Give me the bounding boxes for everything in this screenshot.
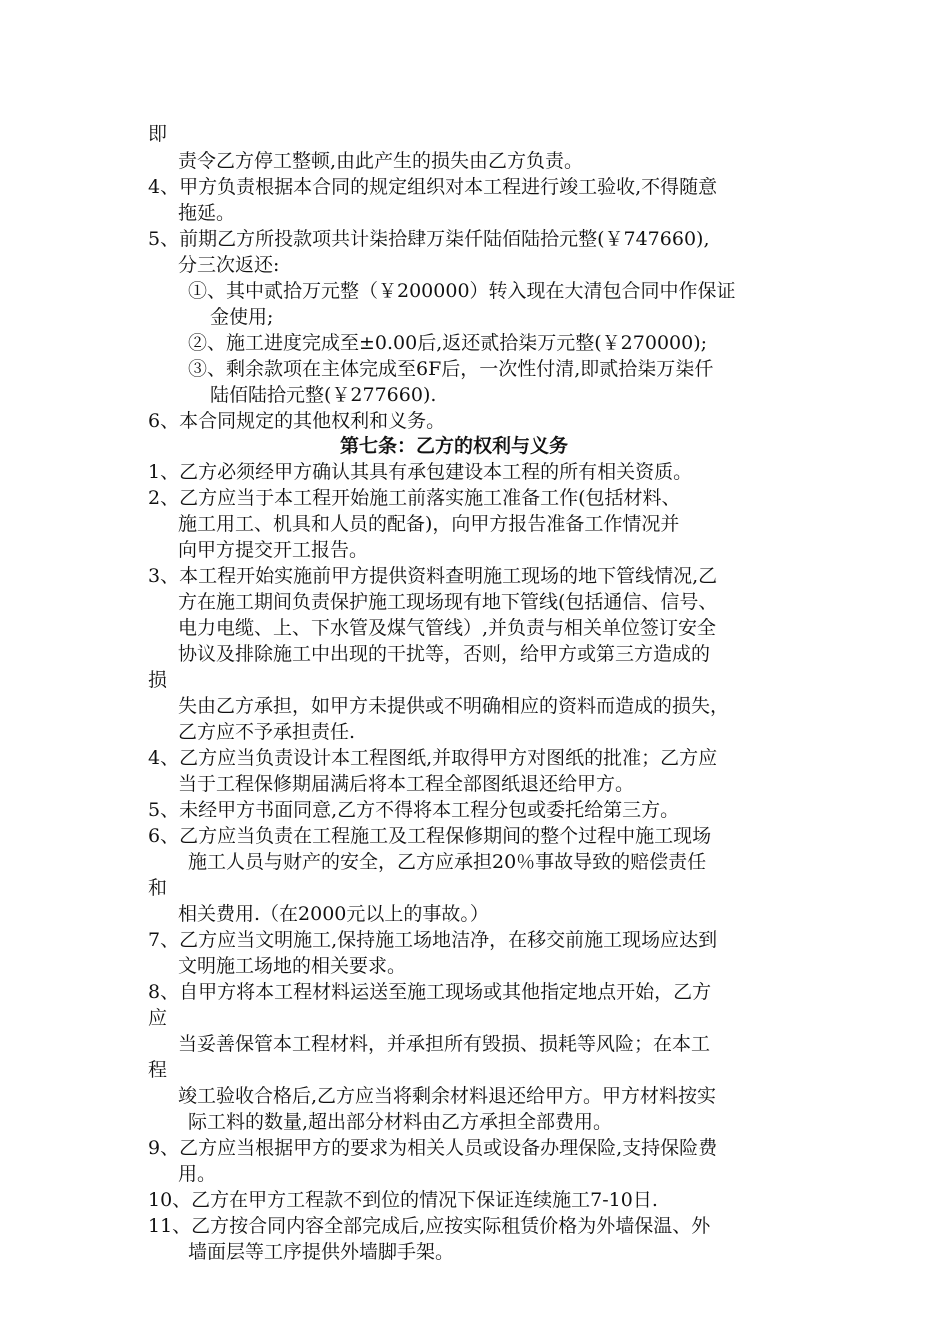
text-line: 向甲方提交开工报告。	[178, 539, 369, 561]
list-item: 6、乙方应当负责在工程施工及工程保修期间的整个过程中施工现场	[148, 825, 712, 847]
sub-list-item: ③、剩余款项在主体完成至6F后，一次性付清,即贰拾柒万柒仟	[188, 358, 714, 380]
text-line: 金使用;	[210, 306, 274, 328]
text-line: 墙面层等工序提供外墙脚手架。	[188, 1241, 455, 1263]
text-line: 陆佰陆拾元整(￥277660).	[210, 384, 437, 406]
text-line: 施工用工、机具和人员的配备)，向甲方报告准备工作情况并	[178, 513, 680, 535]
text-line: 际工料的数量,超出部分材料由乙方承担全部费用。	[188, 1111, 613, 1133]
text-line: 程	[148, 1059, 168, 1081]
list-item: 2、乙方应当于本工程开始施工前落实施工准备工作(包括材料、	[148, 487, 681, 509]
list-item: 3、本工程开始实施前甲方提供资料查明施工现场的地下管线情况,乙	[148, 565, 718, 587]
list-item: 6、本合同规定的其他权利和义务。	[148, 410, 446, 432]
text-line: 失由乙方承担，如甲方未提供或不明确相应的资料而造成的损失，	[178, 695, 730, 717]
text-line: 即	[148, 123, 168, 145]
list-item: 5、前期乙方所投款项共计柒拾肆万柒仟陆佰陆拾元整(￥747660),	[148, 228, 710, 250]
text-line: 乙方应不予承担责任.	[178, 721, 356, 743]
text-line: 相关费用.（在2000元以上的事故。）	[178, 903, 489, 925]
section-heading: 第七条：乙方的权利与义务	[340, 435, 569, 457]
text-line: 文明施工场地的相关要求。	[178, 955, 407, 977]
list-item: 10、乙方在甲方工程款不到位的情况下保证连续施工7-10日.	[148, 1189, 658, 1211]
text-line: 责令乙方停工整顿,由此产生的损失由乙方负责。	[178, 150, 584, 172]
text-line: 损	[148, 669, 168, 691]
list-item: 1、乙方必须经甲方确认其具有承包建设本工程的所有相关资质。	[148, 461, 693, 483]
sub-list-item: ②、施工进度完成至±0.00后,返还贰拾柒万元整(￥270000);	[188, 332, 708, 354]
text-line: 施工人员与财产的安全，乙方应承担20％事故导致的赔偿责任	[188, 851, 707, 873]
list-item: 7、乙方应当文明施工,保持施工场地洁净，在移交前施工现场应达到	[148, 929, 718, 951]
text-line: 当妥善保管本工程材料，并承担所有毁损、损耗等风险；在本工	[178, 1033, 711, 1055]
list-item: 9、乙方应当根据甲方的要求为相关人员或设备办理保险,支持保险费	[148, 1137, 718, 1159]
text-line: 用。	[178, 1163, 217, 1185]
text-line: 和	[148, 877, 168, 899]
list-item: 4、乙方应当负责设计本工程图纸,并取得甲方对图纸的批准；乙方应	[148, 747, 718, 769]
list-item: 11、乙方按合同内容全部完成后,应按实际租赁价格为外墙保温、外	[148, 1215, 711, 1237]
list-item: 5、未经甲方书面同意,乙方不得将本工程分包或委托给第三方。	[148, 799, 680, 821]
list-item: 4、甲方负责根据本合同的规定组织对本工程进行竣工验收,不得随意	[148, 176, 718, 198]
text-line: 分三次返还:	[178, 254, 280, 276]
text-line: 协议及排除施工中出现的干扰等，否则，给甲方或第三方造成的	[178, 643, 711, 665]
text-line: 拖延。	[178, 202, 236, 224]
text-line: 方在施工期间负责保护施工现场现有地下管线(包括通信、信号、	[178, 591, 718, 613]
list-item: 8、自甲方将本工程材料运送至施工现场或其他指定地点开始，乙方	[148, 981, 712, 1003]
text-line: 电力电缆、上、下水管及煤气管线）,并负责与相关单位签订安全	[178, 617, 717, 639]
text-line: 竣工验收合格后,乙方应当将剩余材料退还给甲方。甲方材料按实	[178, 1085, 717, 1107]
sub-list-item: ①、其中贰拾万元整（￥200000）转入现在大清包合同中作保证	[188, 280, 736, 302]
text-line: 当于工程保修期届满后将本工程全部图纸退还给甲方。	[178, 773, 635, 795]
text-line: 应	[148, 1007, 168, 1029]
